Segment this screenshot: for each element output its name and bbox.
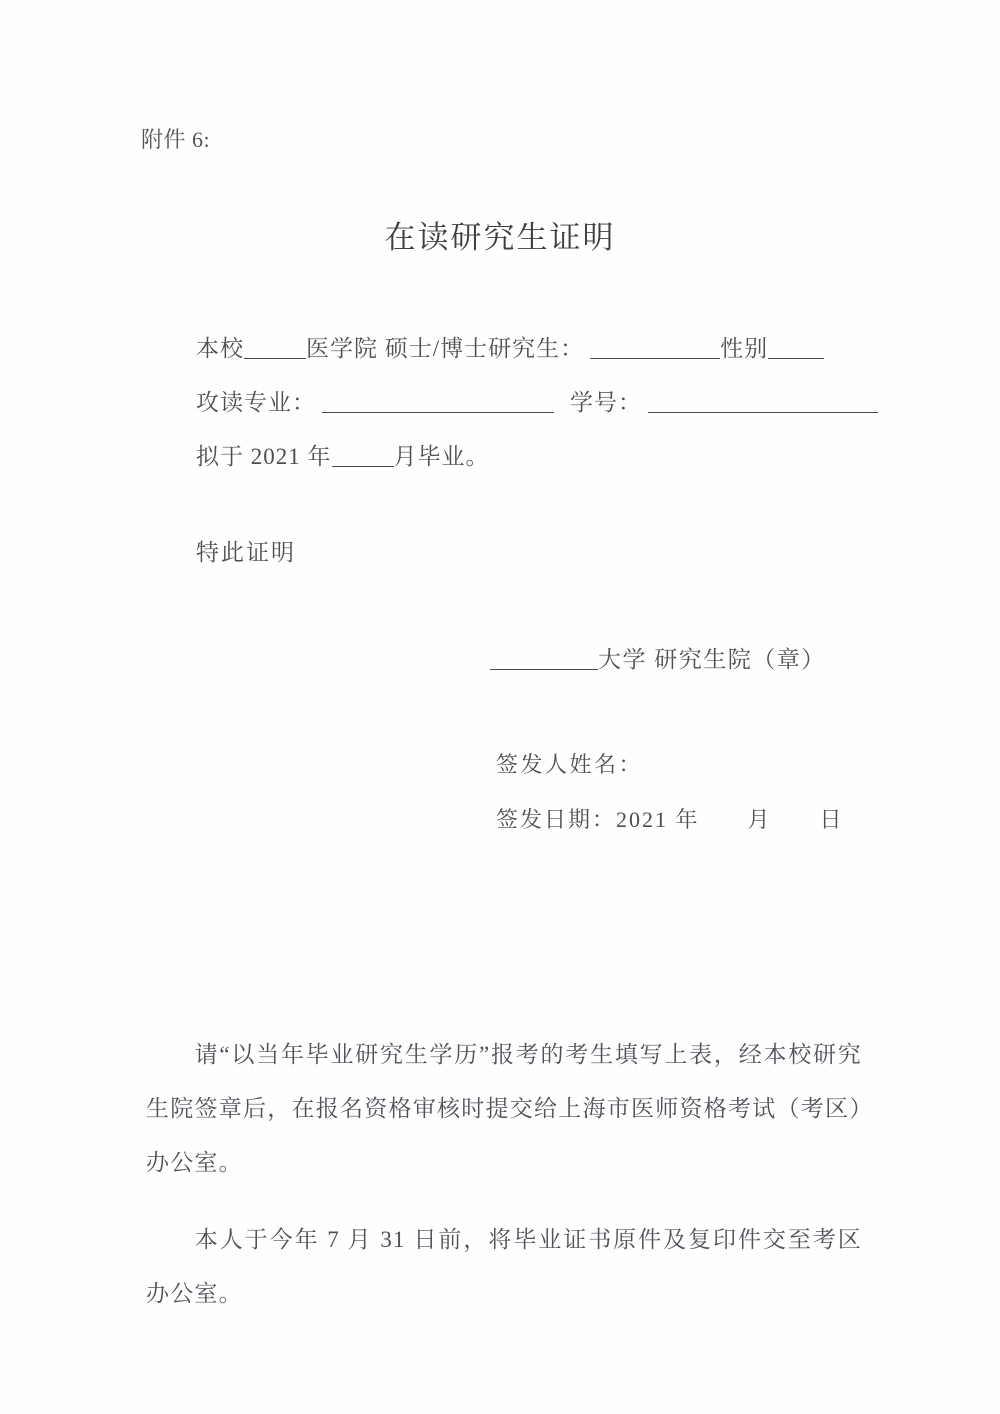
label-gender: 性别: [720, 336, 769, 361]
label-college-degree: 医学院 硕士/博士研究生：: [306, 336, 585, 361]
label-school: 本校: [196, 336, 244, 361]
blank-graduation-month[interactable]: [332, 445, 394, 467]
signature-block: [490, 641, 950, 674]
certify-statement: 特此证明: [196, 540, 296, 565]
form-line-graduation: [196, 430, 896, 484]
notes-section: [146, 1005, 862, 1344]
blank-gender[interactable]: [768, 337, 824, 359]
blank-school-name[interactable]: [244, 337, 306, 359]
issue-date-label: 签发日期：2021 年 月 日: [496, 807, 844, 832]
issuer-name-label: 签发人姓名：: [496, 752, 644, 777]
blank-university-name[interactable]: [490, 648, 598, 670]
signature-org-line: [490, 641, 950, 674]
label-university-suffix: 大学 研究生院（章）: [598, 647, 826, 672]
label-graduation-suffix: 月毕业。: [393, 444, 490, 469]
form-line-major-studentid: [196, 376, 896, 430]
note-paragraph-2: [146, 1213, 862, 1321]
note-2-text: 本人于今年 7 月 31 日前，将毕业证书原件及复印件交至考区办公室。: [146, 1227, 862, 1306]
blank-student-name[interactable]: [590, 337, 720, 359]
label-major: 攻读专业：: [196, 390, 316, 415]
blank-major[interactable]: [322, 391, 554, 413]
attachment-label: 附件 6:: [141, 127, 211, 152]
label-graduation-year: 拟于 2021 年: [196, 444, 332, 469]
form-line-school-student: [196, 322, 896, 376]
certificate-form-block: [196, 322, 896, 484]
note-1-text: 请“以当年毕业研究生学历”报考的考生填写上表，经本校研究生院签章后，在报名资格审核时提交给上海市医师资格考试（考区）办公室。: [146, 1042, 862, 1175]
blank-student-id[interactable]: [648, 391, 878, 413]
note-paragraph-1: [146, 1028, 862, 1190]
label-student-id: 学号：: [570, 390, 642, 415]
page-title: 在读研究生证明: [384, 220, 616, 255]
